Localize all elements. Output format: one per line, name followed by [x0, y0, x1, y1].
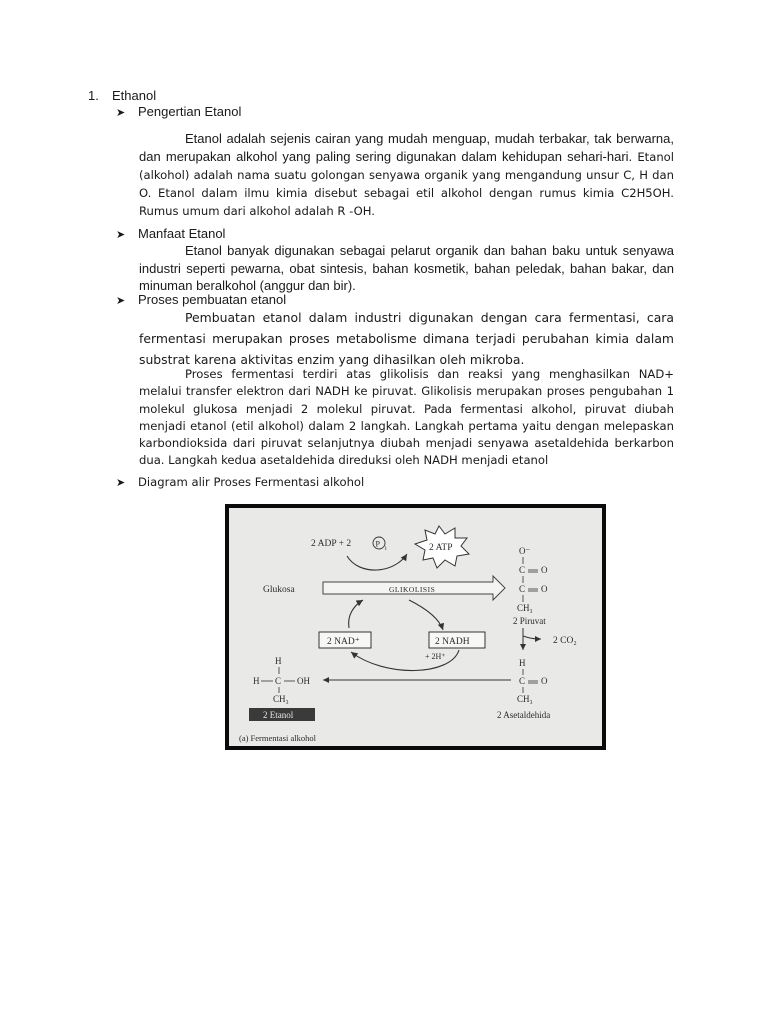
bullet-pengertian: [116, 104, 241, 119]
glikolisis-label: GLIKOLISIS: [389, 585, 436, 594]
etanol-h-top: H: [275, 656, 282, 666]
adp-label: 2 ADP + 2: [311, 539, 352, 549]
asetal-h: H: [519, 658, 526, 668]
paragraph-manfaat: [139, 242, 674, 295]
paragraph-text: Etanol adalah sejenis cairan yang mudah menguap, mudah terbakar, tak berwarna, dan merupakan alkohol yang paling sering digunakan dalam kehidupan sehari-hari.: [139, 131, 674, 164]
bullet-title: Manfaat Etanol: [138, 226, 226, 241]
bullet-diagram: [116, 474, 364, 491]
fermentation-diagram: [225, 504, 606, 750]
paragraph-pengertian: [139, 130, 674, 221]
paragraph-text: Pembuatan etanol dalam industri digunakan dengan cara fermentasi, cara fermentasi merupakan proses metabolisme dimana terjadi perubahan kimia dalam substrat karena aktivitas enzim yang dihasilkan oleh mikroba.: [139, 310, 674, 367]
piruvat-c2: C: [519, 584, 526, 594]
asetal-label: 2 Asetaldehida: [497, 710, 551, 720]
heading-title: Ethanol: [112, 88, 157, 103]
paragraph-proses-2: [139, 366, 674, 470]
heading-number: 1.: [88, 88, 99, 103]
bullet-proses: [116, 292, 286, 307]
piruvat-ch3: CH₃: [517, 603, 533, 613]
fermentation-diagram-svg: [229, 508, 602, 746]
asetal-c: C: [519, 676, 526, 686]
paragraph-text: Proses fermentasi terdiri atas glikolisis dan reaksi yang menghasilkan NAD+ melalui transfer elektron dari NADH ke piruvat. Glikolisis merupakan proses pengubahan 1 molekul glukosa menjadi 2 molekul piruvat. Pada fermentasi alkohol, piruvat diubah menjadi etanol (etil alkohol) dalam 2 langkah. Langkah pertama yaitu dengan melepaskan karbondioksida dari piruvat selanjutnya diubah menjadi senyawa asetaldehida berkarbon dua. Langkah kedua asetaldehida direduksi oleh NADH menjadi etanol: [139, 367, 674, 468]
nad-return-arrow: [349, 600, 363, 628]
figure-caption: (a) Fermentasi alkohol: [239, 733, 316, 743]
nadh-label: 2 NADH: [435, 637, 470, 647]
etanol-c: C: [275, 676, 282, 686]
piruvat-label: 2 Piruvat: [513, 616, 546, 626]
pi-subscript: i: [385, 546, 387, 552]
co2-label: 2 CO₂: [553, 636, 577, 646]
arrow-bullet-icon: ➤: [116, 295, 126, 307]
nad-label: 2 NAD⁺: [327, 637, 360, 647]
arrow-bullet-icon: ➤: [116, 477, 126, 489]
section-heading: [88, 88, 156, 103]
piruvat-c1: C: [519, 565, 526, 575]
arrow-bullet-icon: ➤: [116, 107, 126, 119]
asetal-o: O: [541, 676, 548, 686]
piruvat-o2: O: [541, 584, 548, 594]
paragraph-text: Etanol banyak digunakan sebagai pelarut organik dan bahan baku untuk senyawa industri seperti pewarna, obat sintesis, bahan kosmetik, bahan peledak, bahan bakar, dan minuman beralkohol (anggur dan bir).: [139, 243, 674, 293]
pi-symbol: P: [375, 539, 380, 549]
paragraph-text: Etanol (alkohol) adalah nama suatu golongan senyawa organik yang mengandung unsur C, H dan O. Etanol dalam ilmu kimia disebut sebagai etil alkohol dengan rumus kimia C2H5OH. Rumus umum dari alkohol adalah R -OH.: [139, 149, 674, 219]
etanol-label: 2 Etanol: [263, 710, 294, 720]
etanol-oh: OH: [297, 676, 310, 686]
glukosa-label: Glukosa: [263, 585, 295, 595]
etanol-ch3: CH₃: [273, 694, 289, 704]
atp-label: 2 ATP: [429, 543, 453, 553]
nadh-arrow: [409, 600, 443, 630]
bullet-title: Pengertian Etanol: [138, 104, 242, 119]
asetal-ch3: CH₃: [517, 694, 533, 704]
etanol-h-left: H: [253, 676, 260, 686]
piruvat-o-minus: O⁻: [519, 546, 531, 556]
h-plus-label: + 2H⁺: [425, 652, 446, 661]
co2-arrow: [523, 636, 541, 639]
bullet-title: Proses pembuatan etanol: [138, 292, 287, 307]
atp-arrow: [347, 554, 407, 570]
paragraph-proses-1: [139, 307, 674, 370]
bullet-title: Diagram alir Proses Fermentasi alkohol: [138, 475, 365, 489]
piruvat-o1: O: [541, 565, 548, 575]
arrow-bullet-icon: ➤: [116, 229, 126, 241]
bullet-manfaat: [116, 226, 225, 241]
